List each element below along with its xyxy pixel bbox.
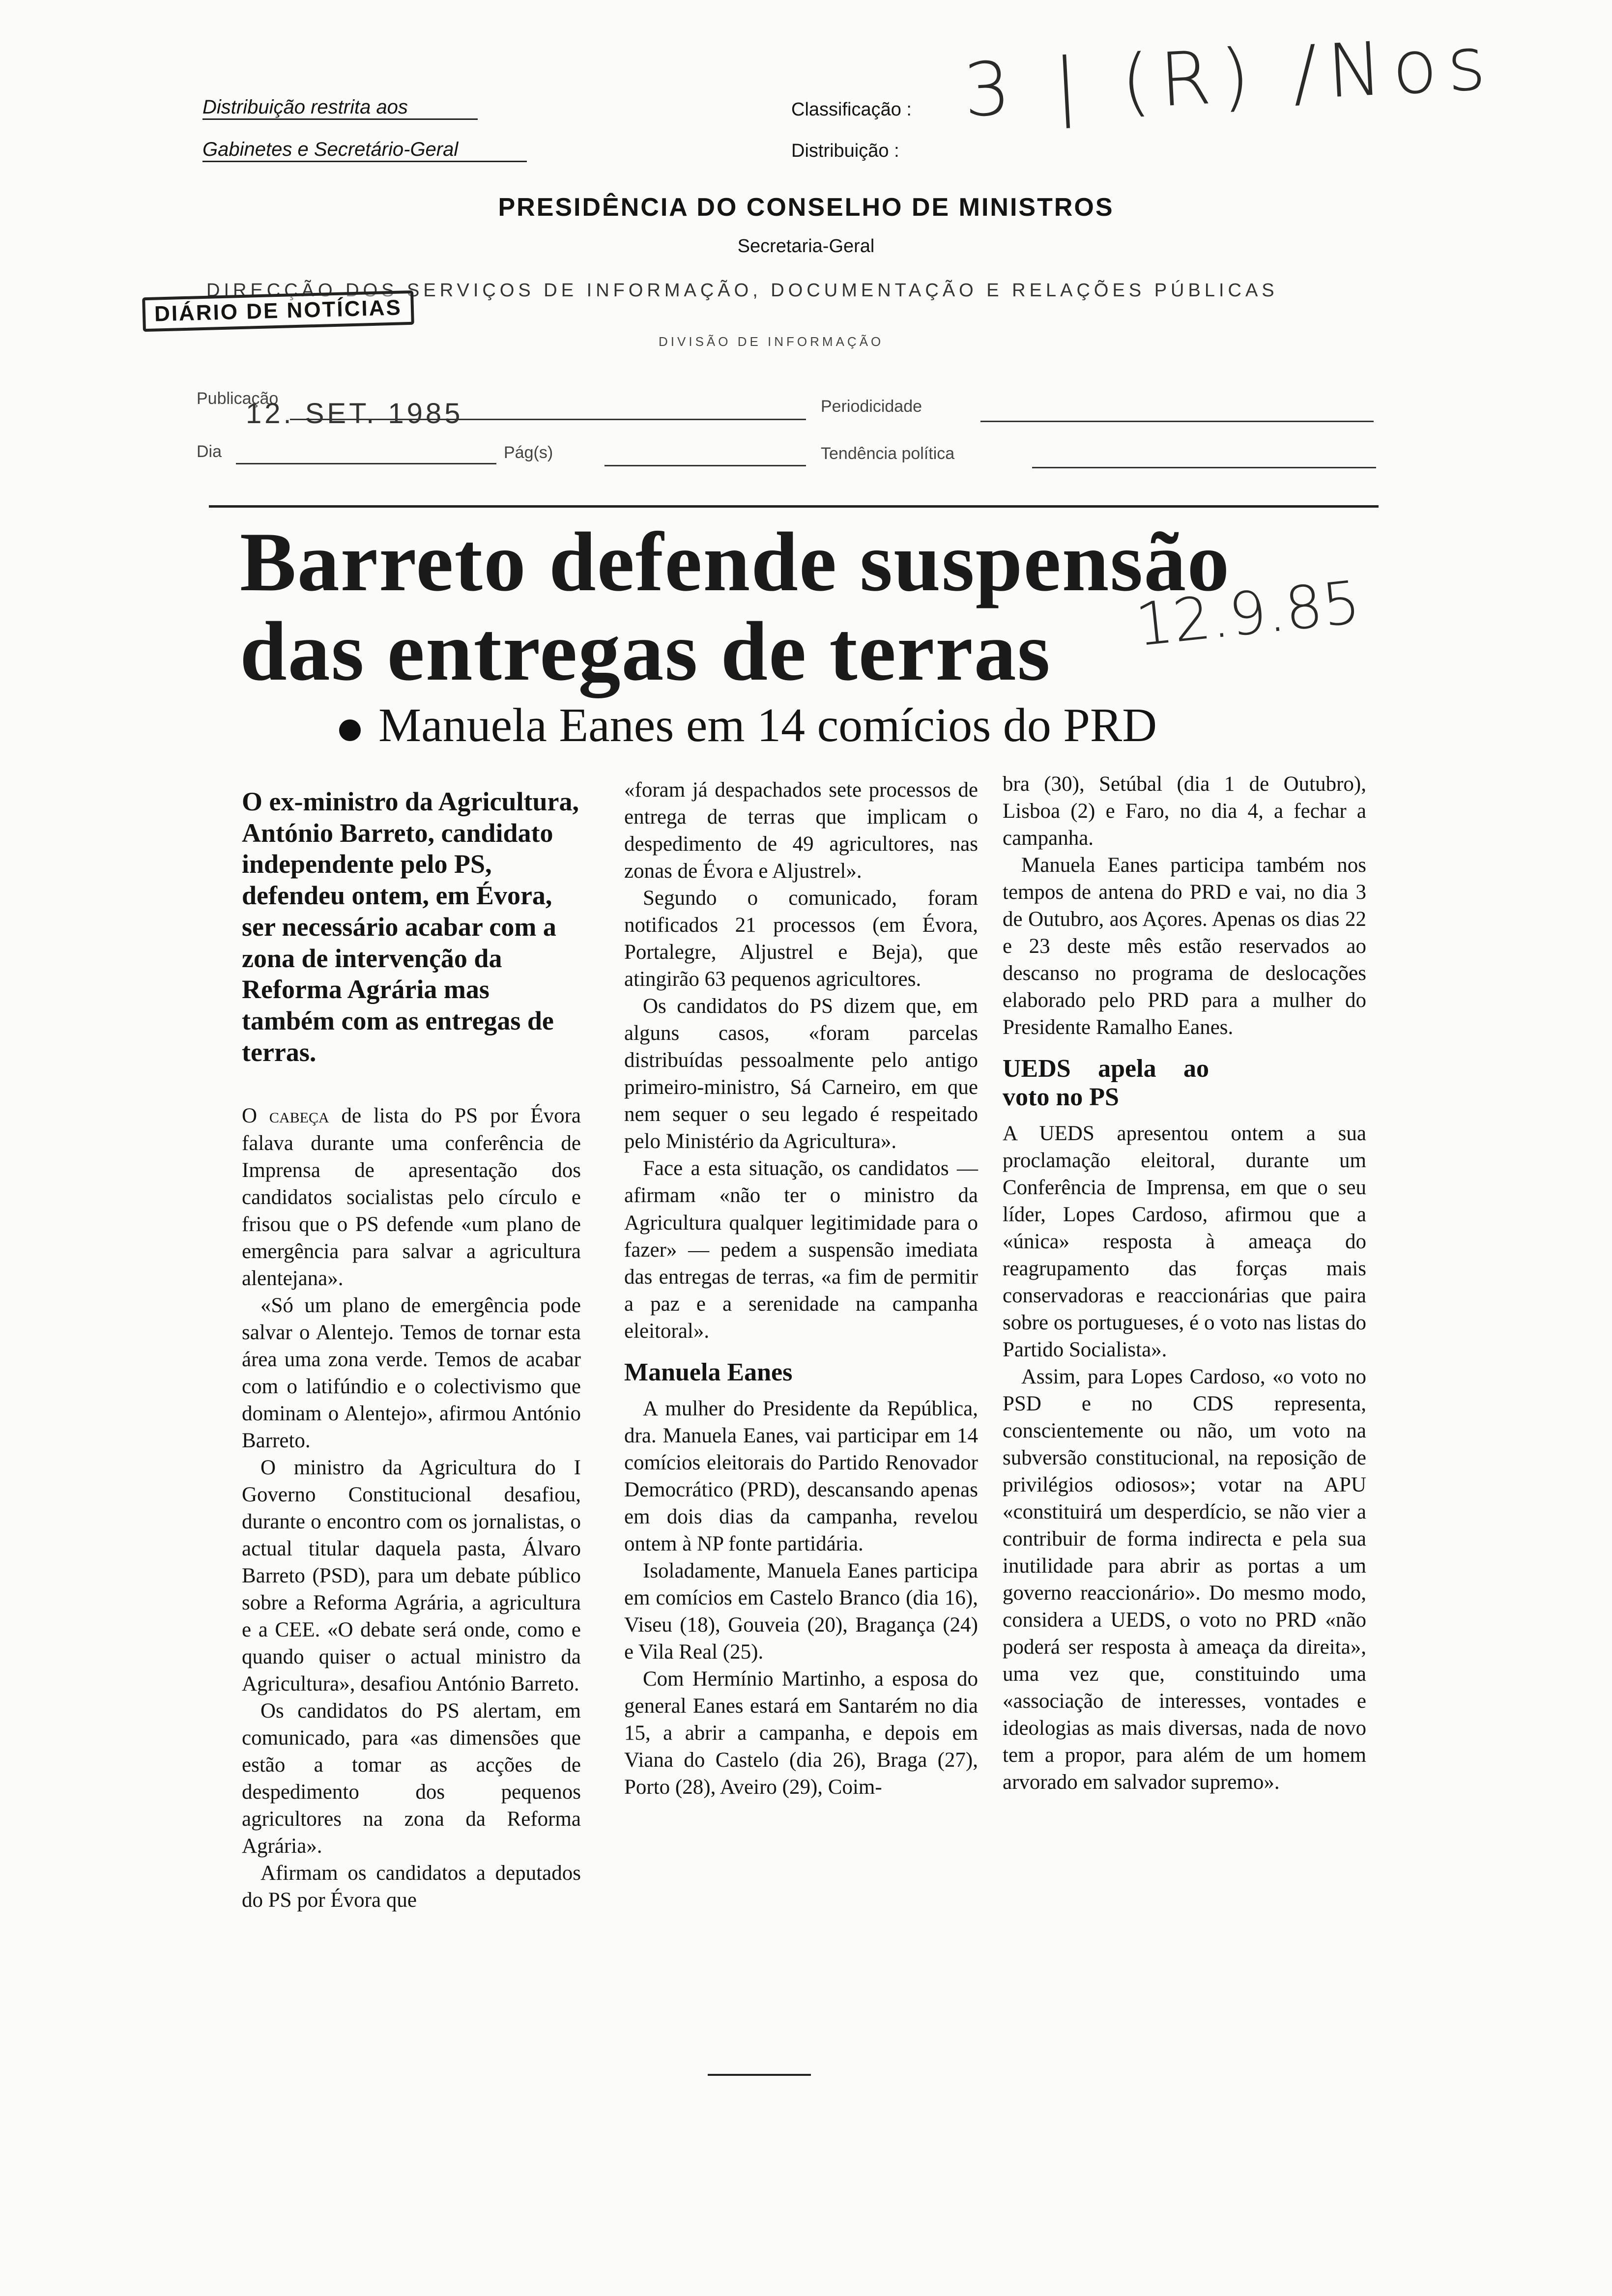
day-label: Dia <box>197 442 222 461</box>
handwritten-routing-note: 3 | (R) /Nos <box>961 20 1497 134</box>
col3-paragraph-4: Assim, para Lopes Cardoso, «o voto no PSD e no CDS representa, conscientemente ou não, um voto na subversão constitucional, na reposição de privilégios odiosos»; votar na APU «constituirá um desperdício, se não vier a contribuir de forma indirecta e pela sua inutilidade para abrir as portas a um governo reaccionário». Do mesmo modo, considera a UEDS, o voto no PRD «não poderá ser resposta à ameaça da direita», uma vez que, constituindo uma «associação de interesses, vontades e ideologias as mais diversas, nada de novo tem a propor, para além de um homem arvorado em salvador supremo». <box>1003 1365 1366 1794</box>
col1-paragraph-3: O ministro da Agricultura do I Governo Constitucional desafiou, durante o encontro com os jornalistas, o actual titular daquela pasta, Álvaro Barreto (PSD), para um debate público sobre a Reforma Agrária, a agricultura e a CEE. «O debate será onde, como e quando quiser o actual ministro da Agricultura», desafiou António Barreto. <box>242 1456 581 1696</box>
office-title: PRESIDÊNCIA DO CONSELHO DE MINISTROS <box>498 193 1114 222</box>
tendency-label: Tendência política <box>821 444 955 463</box>
col3-paragraph-1: bra (30), Setúbal (dia 1 de Outubro), Lisboa (2) e Faro, no dia 4, a fechar a campanha. <box>1003 773 1366 850</box>
day-field-line <box>236 463 496 464</box>
pages-field-line <box>604 465 806 466</box>
tendency-field-line <box>1032 467 1376 468</box>
date-stamp: 12. SET. 1985 <box>246 398 463 430</box>
section-heading-ueds: UEDS apela ao voto no PS <box>1003 1055 1209 1111</box>
section-heading-manuela-eanes: Manuela Eanes <box>624 1358 793 1386</box>
col1-paragraph-2: «Só um plano de emergência pode salvar o Alentejo. Temos de tornar esta área uma zona verde. Temos de acabar com o latifúndio e o colectivismo que dominam o Alentejo», afirmou António Barreto. <box>242 1293 581 1452</box>
col3-paragraph-3: A UEDS apresentou ontem a sua proclamação eleitoral, durante um Conferência de Imprensa, em que o seu líder, Lopes Cardoso, afirmou que a «única» resposta à ameaça do reagrupamento das forças mais conservadoras e reaccionárias que paira sobre os portugueses, é o voto nas listas do Partido Socialista». <box>1003 1121 1366 1361</box>
periodicity-label: Periodicidade <box>821 397 922 416</box>
distribution-label: Distribuição : <box>791 141 899 161</box>
distribution-note-line2: Gabinetes e Secretário-Geral <box>202 139 527 162</box>
dropcap-lead-words: O cabeça <box>242 1104 329 1128</box>
article-lead: O ex-ministro da Agricultura, António Barreto, candidato independente pelo PS, defendeu ontem, em Évora, ser necessário acabar com a zona de intervenção da Reforma Agrária mas também com as entregas de terras. <box>242 787 579 1067</box>
newspaper-stamp: DIÁRIO DE NOTÍCIAS <box>142 290 414 332</box>
column-2 <box>624 776 978 1801</box>
col2-paragraph-7: Com Hermínio Martinho, a esposa do general Eanes estará em Santarém no dia 15, a abrir a campanha, e depois em Viana do Castelo (dia 26), Braga (27), Porto (28), Aveiro (29), Coim- <box>624 1667 978 1799</box>
office-subtitle: Secretaria-Geral <box>737 236 875 257</box>
periodicity-field-line <box>980 421 1374 422</box>
masthead-rule <box>209 505 1379 508</box>
handwritten-date-annotation: 12.9.85 <box>1132 568 1364 660</box>
col1-paragraph-1-text: de lista do PS por Évora falava durante uma conferência de Imprensa de apresentação dos candidatos socialistas pelo círculo e frisou que o PS defende «um plano de emergência para salvar a agricultura alentejana». <box>242 1104 581 1290</box>
subheadline <box>339 698 1157 753</box>
headline-line1: Barreto defende suspensão <box>240 516 1231 609</box>
publication-label: Publicação <box>197 389 279 408</box>
col3-paragraph-2: Manuela Eanes participa também nos tempos de antena do PRD e vai, no dia 3 de Outubro, aos Açores. Apenas os dias 22 e 23 deste mês estão reservados ao descanso no programa de deslocações elaborado pelo PRD para a mulher do Presidente Ramalho Eanes. <box>1003 854 1366 1039</box>
column-3 <box>1003 771 1366 1796</box>
col1-paragraph-5: Afirmam os candidatos a deputados do PS por Évora que <box>242 1862 581 1912</box>
article-end-rule <box>708 2074 811 2076</box>
subheadline-text: Manuela Eanes em 14 comícios do PRD <box>378 699 1157 752</box>
headline-line2: das entregas de terras <box>240 605 1051 698</box>
column-1 <box>242 786 581 1914</box>
col2-paragraph-2: Segundo o comunicado, foram notificados 21 processos (em Évora, Portalegre, Aljustrel e Beja), que atingirão 63 pequenos agricultores. <box>624 887 978 991</box>
col1-paragraph-1 <box>242 1102 581 1292</box>
col2-paragraph-6: Isoladamente, Manuela Eanes participa em comícios em Castelo Branco (dia 16), Viseu (18), Gouveia (20), Bragança (24) e Vila Real (25). <box>624 1559 978 1664</box>
col2-paragraph-5: A mulher do Presidente da República, dra. Manuela Eanes, vai participar em 14 comícios eleitorais do Partido Renovador Democrático (PRD), descansando apenas em dois dias da campanha, revelou ontem à NP fonte partidária. <box>624 1397 978 1555</box>
pages-label: Pág(s) <box>504 443 553 462</box>
distribution-note-line1: Distribuição restrita aos <box>202 96 478 120</box>
col2-paragraph-4: Face a esta situação, os candidatos — afirmam «não ter o ministro da Agricultura qualquer legitimidade para o fazer» — pedem a suspensão imediata das entregas de terras, «a fim de permitir a paz e a serenidade na campanha eleitoral». <box>624 1157 978 1343</box>
col2-paragraph-1: «foram já despachados sete processos de entrega de terras que implicam o despedimento de 49 agricultores, nas zonas de Évora e Aljustrel». <box>624 778 978 883</box>
col2-paragraph-3: Os candidatos do PS dizem que, em alguns casos, «foram parcelas distribuídas pessoalmente pelo antigo primeiro-ministro, Sá Carneiro, em que nem sequer o seu legado é respeitado pelo Ministério da Agricultura». <box>624 995 978 1153</box>
col1-paragraph-4: Os candidatos do PS alertam, em comunicado, para «as dimensões que estão a tomar as acções de despedimento dos pequenos agricultores na zona da Reforma Agrária». <box>242 1699 581 1858</box>
bullet-icon <box>339 719 361 741</box>
classification-label: Classificação : <box>791 99 912 120</box>
directorate-line: DIRECÇÃO DOS SERVIÇOS DE INFORMAÇÃO, DOCUMENTAÇÃO E RELAÇÕES PÚBLICAS <box>206 280 1278 301</box>
division-line: DIVISÃO DE INFORMAÇÃO <box>659 334 884 349</box>
